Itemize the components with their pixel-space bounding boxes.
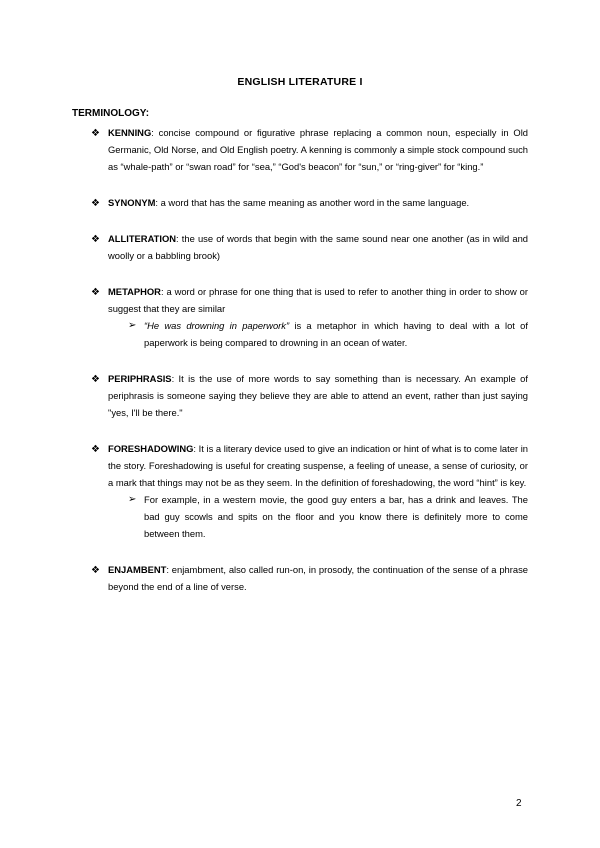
entry-text	[108, 370, 528, 421]
entry-text	[108, 561, 528, 595]
list-item	[88, 370, 528, 421]
example-item	[128, 491, 528, 542]
example-quote: “He was drowning in paperwork”	[144, 320, 290, 331]
example-rest: is a metaphor in which having to deal with a lot of paperwork is being compared to drowning in an ocean of water.	[144, 320, 528, 348]
document-title: ENGLISH LITERATURE I	[237, 76, 363, 88]
definition-kenning: : concise compound or figurative phrase replacing a common noun, especially in Old Germanic, Old Norse, and Old English poetry. A kenning is commonly a simple stock compound such as “whale-path” or “swan road” for “sea,” “God's beacon” for “sun,” or “ring-giver” for “king.”	[108, 127, 528, 172]
definition-foreshadowing: : It is a literary device used to give an indication or hint of what is to come later in the story. Foreshadowing is useful for creating suspense, a feeling of unease, a sense of curiosity, or a mark that things may not be as they seem. In the definition of foreshadowing, the word “hint” is key.	[108, 443, 528, 488]
entry-text	[108, 124, 528, 175]
diamond-bullet-icon: ❖	[91, 128, 100, 139]
definition-periphrasis: : It is the use of more words to say something than is necessary. An example of periphrasis is someone saying they believe they are able to attend an event, rather than just saying "yes, I'll be there."	[108, 373, 528, 418]
list-item	[88, 124, 528, 175]
arrow-bullet-icon: ➢	[128, 320, 137, 331]
definition-enjambent: : enjambment, also called run-on, in prosody, the continuation of the sense of a phrase beyond the end of a line of verse.	[108, 564, 528, 592]
term-periphrasis: PERIPHRASIS	[108, 373, 172, 384]
term-kenning: KENNING	[108, 127, 152, 138]
terminology-list	[88, 124, 528, 614]
entry-text	[108, 230, 528, 264]
definition-alliteration: : the use of words that begin with the same sound near one another (as in wild and woolly or a babbling brook)	[108, 233, 528, 261]
example-text	[144, 317, 528, 351]
example-text: For example, in a western movie, the good guy enters a bar, has a drink and leaves. The bad guy scowls and spits on the floor and you know there is definitely more to come between them.	[144, 494, 528, 539]
list-item	[88, 194, 528, 211]
entry-text	[108, 283, 528, 317]
term-enjambent: ENJAMBENT	[108, 564, 167, 575]
arrow-bullet-icon: ➢	[128, 494, 137, 505]
diamond-bullet-icon: ❖	[91, 287, 100, 298]
term-metaphor: METAPHOR	[108, 286, 161, 297]
term-synonym: SYNONYM	[108, 197, 156, 208]
definition-synonym: : a word that has the same meaning as another word in the same language.	[155, 197, 470, 208]
diamond-bullet-icon: ❖	[91, 565, 100, 576]
diamond-bullet-icon: ❖	[91, 198, 100, 209]
section-label: TERMINOLOGY:	[72, 108, 150, 119]
list-item	[88, 283, 528, 351]
definition-metaphor: : a word or phrase for one thing that is used to refer to another thing in order to show or suggest that they are similar	[108, 286, 528, 314]
diamond-bullet-icon: ❖	[91, 234, 100, 245]
list-item	[88, 440, 528, 542]
example-item	[128, 317, 528, 351]
term-foreshadowing: FORESHADOWING	[108, 443, 194, 454]
list-item	[88, 561, 528, 595]
term-alliteration: ALLITERATION	[108, 233, 177, 244]
diamond-bullet-icon: ❖	[91, 374, 100, 385]
page-number: 2	[516, 798, 522, 809]
entry-text	[108, 194, 528, 211]
list-item	[88, 230, 528, 264]
entry-text	[108, 440, 528, 491]
diamond-bullet-icon: ❖	[91, 444, 100, 455]
